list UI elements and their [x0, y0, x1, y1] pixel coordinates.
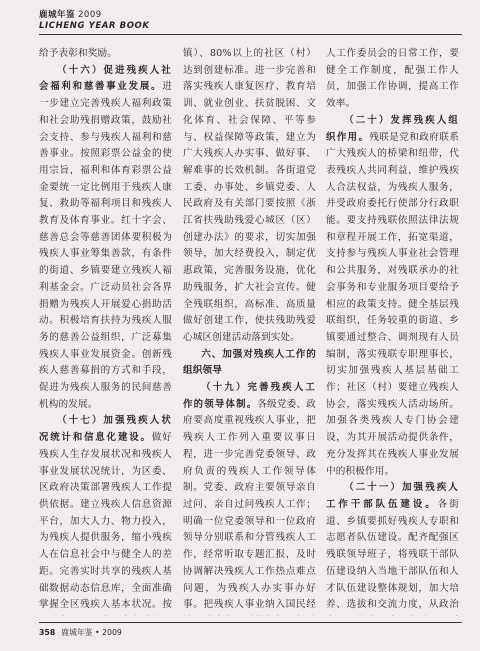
paragraph [183, 347, 316, 380]
footer-divider [39, 622, 462, 623]
chapter-heading: 六、加强对残疾人工作的组织领导 [183, 348, 316, 377]
text-column-left [39, 46, 172, 616]
page-header [0, 0, 480, 40]
section-heading: （十六）促进残疾人社会福利和慈善事业发展。 [39, 64, 172, 93]
paragraph [39, 413, 172, 616]
paragraph [326, 113, 459, 480]
section-heading: （二十）发挥残疾人组织作用。 [326, 114, 459, 143]
section-heading: （十七）加强残疾人状况统计和信息化建设。 [39, 415, 172, 444]
yearbook-year: 2009 [78, 10, 102, 20]
paragraph: 镇）、80%以上的社区（村）达到创建标准。进一步完善和落实残疾人康复医疗、教育培训、就业创业、扶贫脱困、文化体育、社会保障、平等参与、权益保障等政策，建立为广大残疾人办实事、做好事、解难事的长效机制。各街道党工委、办事处、乡镇党委、人民政府及有关部门要按照《浙江省扶残助残爱心城区（区）创建办法》的要求，切实加强领导，加大经费投入，制定优惠政策，完善服务设施，优化助残服务，扩大社会宣传。健全残联组织，高标准、高质量做好创建工作，使扶残助残爱心城区创建活动落到实处。 [183, 48, 316, 343]
paragraph [183, 380, 316, 616]
section-heading: （二十一）加强残疾人工作干部队伍建设。 [326, 482, 459, 510]
paragraph: 人工作委员会的日常工作，要健全工作制度，配强工作人员，加强工作协调，提高工作效率。 [326, 48, 459, 110]
paragraph-body: 各街道、乡镇要抓好残疾人专职和志愿者队伍建设。配齐配强区残联领导班子，将残联干部队伍建设纳入当地干部队伍和人才队伍建设整体规划，加大培养、选拔和交流力度，从政治 [326, 498, 459, 611]
yearbook-logo [39, 10, 150, 32]
paragraph-body: 进一步建立完善残疾人福利政策和社会助残捐赠政策，鼓励社会支持、参与残疾人福利和慈善事业。按照彩票公益金的使用宗旨，福利和体育彩票公益金要统一定比例用于残疾人康复、救助等福利项目和残疾人教育及体育事业。红十字会、慈善总会等慈善团体要积极为残疾人事业筹集善款，有条件的街道、乡镇要建立残疾人福利基金会。广泛动员社会各界捐赠为残疾人开展爱心捐助活动。积极培育扶持为残疾人服务的慈善公益组织，广泛募集残疾人事业发展资金。创新残疾人慈善募捐的方式和手段，促进为残疾人服务的民间慈善机构的发展。 [39, 81, 172, 410]
page-footer [39, 626, 122, 640]
paragraph [326, 480, 459, 616]
section-heading: （十九）完善残疾人工作的领导体制。 [183, 382, 316, 410]
yearbook-title-en: LICHENG YEAR BOOK [39, 21, 150, 31]
paragraph [39, 63, 172, 414]
header-divider [39, 34, 462, 35]
paragraph-body: 各级党委、政府要高度重视残疾人事业，把残疾人工作列入重要议事日程，进一步完善党委领导、政府负责的残疾人工作领导体制。党委、政府主要领导亲自过问、亲自过问残疾人工作；明确一位党委领导和一位政府领导分别联系和分管残疾人工作，经常听取专题汇报，及时协调解决残疾人工作热点难点问题，为残疾人办实事办好事。把残疾人事业纳入国民经 [183, 398, 316, 611]
paragraph: 给予表彰和奖励。 [39, 48, 117, 59]
footer-publication: 鹿城年鉴 • 2009 [61, 628, 122, 637]
text-column-right [326, 46, 459, 616]
paragraph-body: 残联是党和政府联系广大残疾人的桥梁和纽带，代表残疾人共同利益，维护残疾人合法权益，为残疾人服务，并受政府委托行使部分行政职能。要支持残联依照法律法规和章程开展工作，拓宽渠道，支持参与残疾人事业社会管理和公共服务，对残联承办的社会事务和专业服务项目要给予相应的政策支持。健全基层残联组织，任务较重的街道、乡镇要通过整合、调剂现有人员编制，落实残联专职理事长，切实加强残疾人基层基础工作；社区（村）要建立残疾人协会，落实残疾人活动场所。加强各类残疾人专门协会建设，为其开展活动提供条件，充分发挥其在残疾人事业发展中的积极作用。 [326, 131, 459, 477]
yearbook-title-cn: 鹿城年鉴 2009 [39, 10, 102, 20]
text-column-middle [183, 46, 316, 616]
page-number: 358 [39, 628, 56, 637]
paragraph-body: 做好残疾人生存发展状况和残疾人事业发展状况统计，为区委、区政府决策部署残疾人工作提供依据。建立残疾人信息资源平台，加大人力、物力投入，为残疾人提供服务，缩小残疾人在信息社会中与健全人的差距。完善实时共享的残疾人基础数据动态信息库，全面准确掌握全区残疾人基本状况。按 [39, 432, 172, 611]
